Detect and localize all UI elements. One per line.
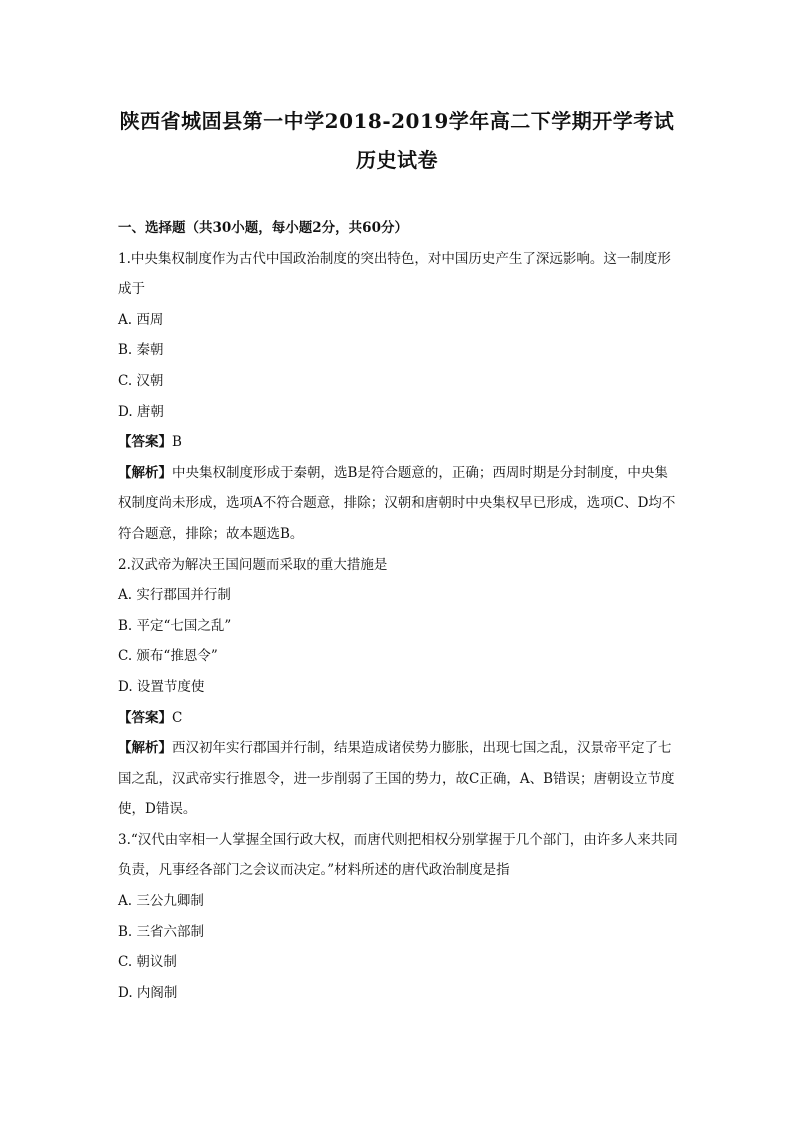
question-stem-3: 3.“汉代由宰相一人掌握全国行政大权，而唐代则把相权分别掌握于几个部门，由许多人来共同负责，凡事经各部门之会议而决定。”材料所述的唐代政治制度是指: [118, 831, 678, 879]
question-1-answer: [118, 427, 678, 458]
question-1-option-b: B. 秦朝: [118, 342, 164, 359]
analysis-text: 中央集权制度形成于秦朝，选B是符合题意的，正确；西周时期是分封制度，中央集权制度尚未形成，选项A不符合题意，排除；汉朝和唐朝时中央集权早已形成，选项C、D均不符合题意，排除；故本题选B。: [118, 464, 676, 542]
answer-tag: 【答案】: [118, 709, 172, 726]
question-1-option-a: A. 西周: [118, 311, 164, 328]
question-2-option-b: B. 平定“七国之乱”: [118, 617, 232, 634]
section-heading: 一、选择题（共30小题，每小题2分，共60分）: [118, 220, 408, 236]
analysis-tag: 【解析】: [118, 740, 172, 757]
question-1-option-d: D. 唐朝: [118, 403, 164, 420]
analysis-tag: 【解析】: [118, 464, 172, 481]
answer-value: B: [172, 434, 182, 451]
question-3-option-b: B. 三省六部制: [118, 923, 205, 940]
question-3-option-a: A. 三公九卿制: [118, 893, 204, 910]
question-2-answer: [118, 703, 678, 734]
question-3-option-d: D. 内阁制: [118, 984, 178, 1001]
analysis-text: 西汉初年实行郡国并行制，结果造成诸侯势力膨胀，出现七国之乱，汉景帝平定了七国之乱，汉武帝实行推恩令，进一步削弱了王国的势力，故C正确，A、B错误；唐朝设立节度使，D错误。: [118, 740, 675, 818]
question-stem-2: 2.汉武帝为解决王国问题而采取的重大措施是: [118, 556, 388, 573]
answer-tag: 【答案】: [118, 434, 172, 451]
answer-value: C: [172, 709, 183, 726]
exam-subtitle: 历史试卷: [356, 148, 438, 172]
question-2-option-d: D. 设置节度使: [118, 678, 205, 695]
question-2-option-a: A. 实行郡国并行制: [118, 587, 231, 604]
question-1-analysis: [118, 458, 678, 550]
question-3-option-c: C. 朝议制: [118, 954, 177, 971]
question-2-option-c: C. 颁布“推恩令”: [118, 648, 218, 665]
question-stem-1: 1.中央集权制度作为古代中国政治制度的突出特色，对中国历史产生了深远影响。这一制度形成于: [118, 250, 671, 298]
exam-title: 陕西省城固县第一中学2018-2019学年高二下学期开学考试: [119, 109, 675, 133]
question-1-option-c: C. 汉朝: [118, 372, 164, 389]
exam-content: [118, 213, 678, 1008]
question-2-analysis: [118, 733, 678, 825]
